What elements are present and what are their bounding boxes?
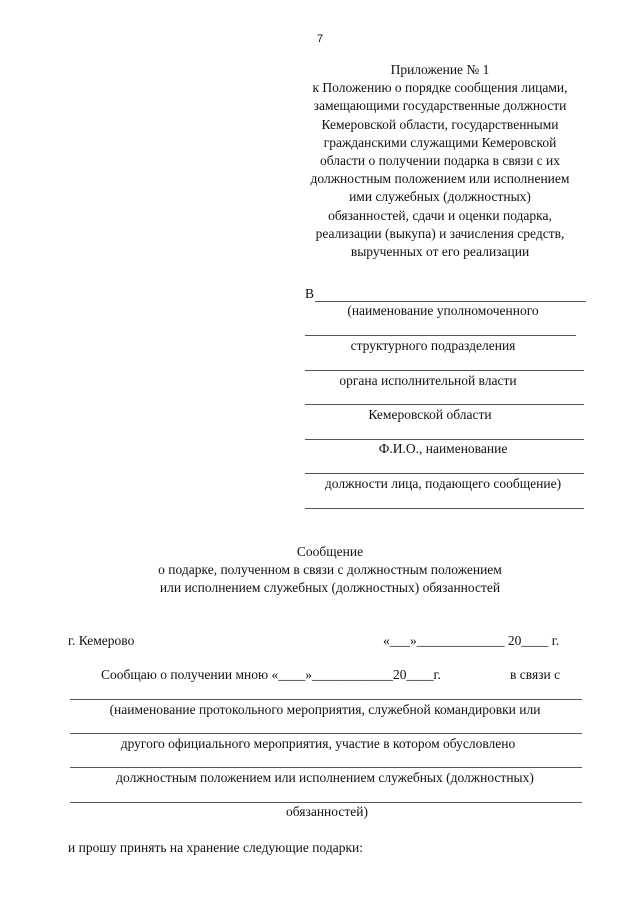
appendix-line: реализации (выкупа) и зачисления средств, xyxy=(315,225,565,241)
appendix-line: замещающими государственные должности xyxy=(313,98,567,114)
appendix-line: гражданскими служащими Кемеровской xyxy=(323,134,557,150)
addressee-fill-line xyxy=(315,301,586,302)
closing-text: и прошу принять на хранение следующие подарки: xyxy=(68,840,363,855)
message-subtitle-line: или исполнением служебных (должностных) обязанностей xyxy=(159,580,501,595)
addressee-fill-line xyxy=(305,404,584,405)
addressee-caption: органа исполнительной власти xyxy=(339,373,517,388)
appendix-line: Кемеровской области, государственными xyxy=(321,116,559,132)
event-caption: должностным положением или исполнением служебных (должностных) xyxy=(116,770,534,785)
appendix-line: ими служебных (должностных) xyxy=(349,189,531,205)
addressee-caption: Кемеровской области xyxy=(368,407,492,422)
addressee-fill-line xyxy=(305,473,584,474)
addressee-fill-line xyxy=(305,370,584,371)
message-title: Сообщение xyxy=(296,544,364,559)
event-caption: другого официального мероприятия, участие в котором обусловлено xyxy=(120,736,516,751)
message-subtitle-line: о подарке, полученном в связи с должностным положением xyxy=(158,562,502,577)
appendix-line: должностным положением или исполнением xyxy=(310,171,570,187)
addressee-caption: должности лица, подающего сообщение) xyxy=(324,476,562,491)
event-caption: (наименование протокольного мероприятия, служебной командировки или xyxy=(109,702,541,717)
addressee-fill-line xyxy=(305,335,576,336)
appendix-line: вырученных от его реализации xyxy=(350,244,530,260)
message-heading xyxy=(60,543,600,597)
addressee-caption: Ф.И.О., наименование xyxy=(378,441,508,456)
appendix-line: области о получении подарка в связи с их xyxy=(319,153,561,169)
date-field: «___»_____________ 20____ г. xyxy=(383,633,560,648)
appendix-header xyxy=(290,61,590,261)
event-fill-line xyxy=(70,733,582,734)
appendix-line: к Положению о порядке сообщения лицами, xyxy=(312,80,568,96)
event-fill-line xyxy=(70,802,582,803)
addressee-caption: (наименование уполномоченного xyxy=(347,303,539,318)
addressee-fill-line xyxy=(305,508,584,509)
appendix-line: Приложение № 1 xyxy=(390,62,490,77)
report-text-end: в связи с xyxy=(510,667,561,682)
page-number: 7 xyxy=(316,33,324,45)
addressee-caption: структурного подразделения xyxy=(350,338,516,353)
city: г. Кемерово xyxy=(68,633,135,648)
event-caption: обязанностей) xyxy=(286,804,368,819)
report-text: Сообщаю о получении мною «____»____________20____г. xyxy=(101,667,441,682)
addressee-fill-line xyxy=(305,439,584,440)
event-fill-line xyxy=(70,699,582,700)
addressee-to-label: В xyxy=(305,286,315,301)
appendix-line: обязанностей, сдачи и оценки подарка, xyxy=(328,207,552,223)
event-fill-line xyxy=(70,767,582,768)
